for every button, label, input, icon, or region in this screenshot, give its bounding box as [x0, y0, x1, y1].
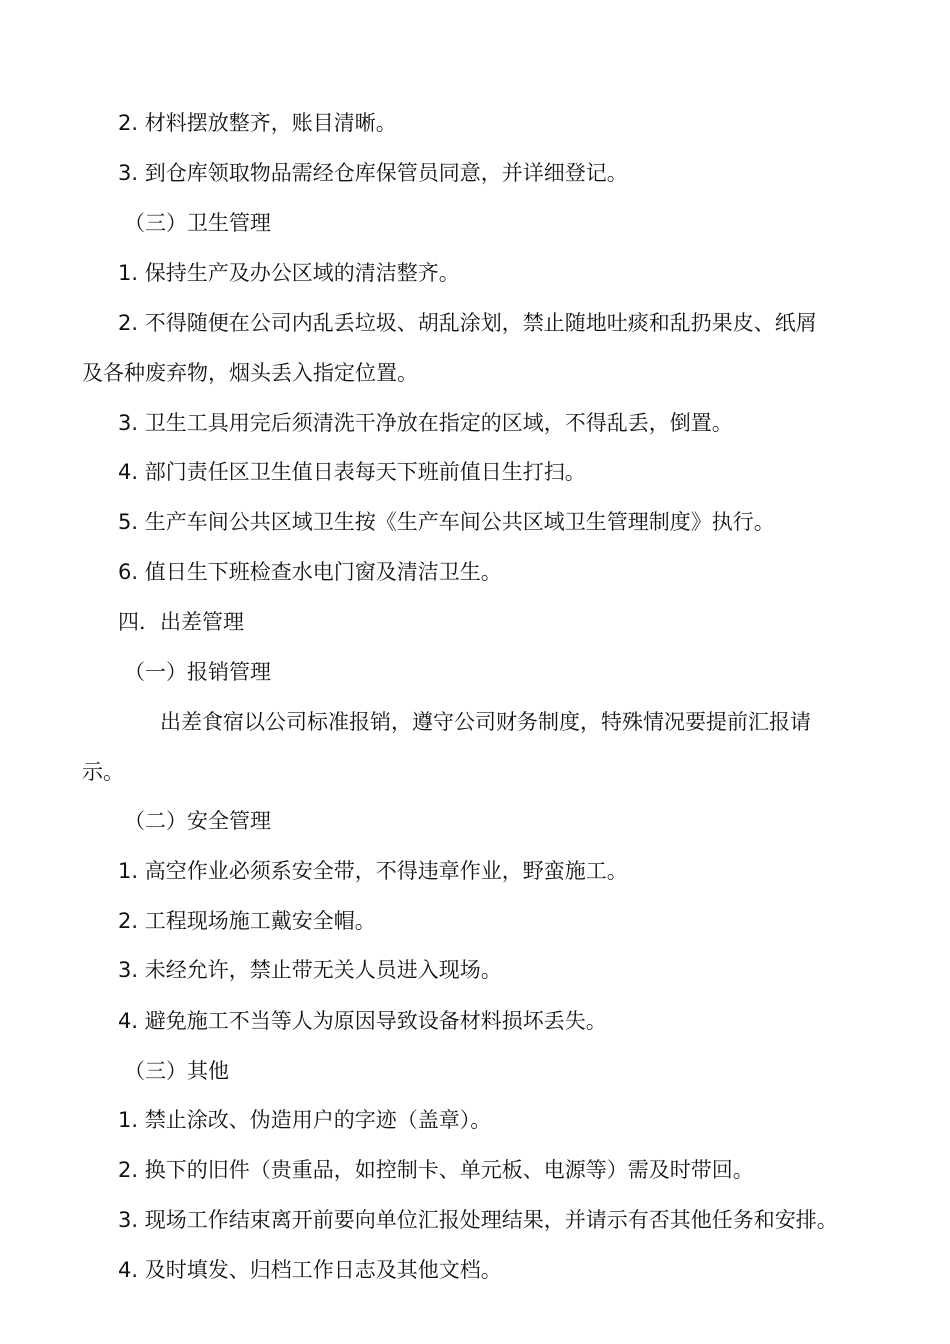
hygiene-rule-5: 5. 生产车间公共区域卫生按《生产车间公共区域卫生管理制度》执行。: [118, 510, 775, 534]
other-rule-2: 2. 换下的旧件（贵重品，如控制卡、单元板、电源等）需及时带回。: [118, 1158, 754, 1182]
safety-rule-4: 4. 避免施工不当等人为原因导致设备材料损坏丢失。: [118, 1009, 607, 1033]
hygiene-rule-3: 3. 卫生工具用完后须清洗干净放在指定的区域，不得乱丢，倒置。: [118, 411, 733, 435]
reimbursement-paragraph: 出差食宿以公司标准报销，遵守公司财务制度，特殊情况要提前汇报请: [160, 710, 811, 734]
section-heading-hygiene: （三）卫生管理: [124, 211, 271, 235]
warehouse-rule-3: 3. 到仓库领取物品需经仓库保管员同意，并详细登记。: [118, 161, 628, 185]
hygiene-rule-2-continued: 及各种废弃物，烟头丢入指定位置。: [82, 361, 418, 385]
other-rule-4: 4. 及时填发、归档工作日志及其他文档。: [118, 1258, 502, 1282]
hygiene-rule-4: 4. 部门责任区卫生值日表每天下班前值日生打扫。: [118, 460, 586, 484]
warehouse-rule-2: 2. 材料摆放整齐，账目清晰。: [118, 111, 397, 135]
section-heading-reimbursement: （一）报销管理: [124, 660, 271, 684]
section-heading-safety: （二）安全管理: [124, 809, 271, 833]
hygiene-rule-2: 2. 不得随便在公司内乱丢垃圾、胡乱涂划，禁止随地吐痰和乱扔果皮、纸屑: [118, 311, 817, 335]
other-rule-3: 3. 现场工作结束离开前要向单位汇报处理结果，并请示有否其他任务和安排。: [118, 1208, 838, 1232]
safety-rule-1: 1. 高空作业必须系安全带，不得违章作业，野蛮施工。: [118, 859, 628, 883]
hygiene-rule-6: 6. 值日生下班检查水电门窗及清洁卫生。: [118, 560, 502, 584]
reimbursement-paragraph-continued: 示。: [82, 760, 124, 784]
hygiene-rule-1: 1. 保持生产及办公区域的清洁整齐。: [118, 261, 460, 285]
other-rule-1: 1. 禁止涂改、伪造用户的字迹（盖章）。: [118, 1108, 492, 1132]
safety-rule-2: 2. 工程现场施工戴安全帽。: [118, 909, 376, 933]
section-heading-other: （三）其他: [124, 1059, 229, 1083]
safety-rule-3: 3. 未经允许，禁止带无关人员进入现场。: [118, 958, 502, 982]
section-heading-business-travel: 四．出差管理: [118, 610, 244, 634]
